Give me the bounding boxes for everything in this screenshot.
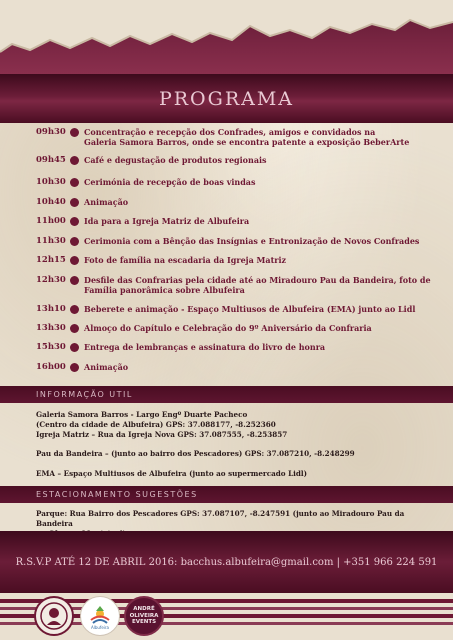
torn-paper-edge — [0, 0, 453, 74]
schedule-item — [36, 342, 444, 353]
bullet-dot-icon — [70, 363, 79, 372]
schedule-description — [84, 216, 444, 226]
description-line: Ida para a Igreja Matriz de Albufeira — [84, 216, 250, 226]
parking-line: Parque: Rua Bairro dos Pescadores GPS: 37.087107, -8.247591 (junto ao Miradouro Pau da Bandeira — [36, 509, 405, 528]
schedule-description — [84, 342, 444, 352]
ao-logo-line: EVENTS — [131, 619, 157, 626]
schedule-item — [36, 362, 444, 373]
schedule-description — [84, 275, 444, 295]
bullet-dot-icon — [70, 178, 79, 187]
description-line: Entrega de lembranças e assinatura do livro de honra — [84, 342, 326, 352]
bacchus-confraria-logo — [34, 596, 74, 636]
description-line: Desfile das Confrarias pela cidade até ao Miradouro Pau da Bandeira, foto de — [84, 275, 431, 285]
schedule-description — [84, 323, 444, 333]
description-line: Concentração e recepção dos Confrades, amigos e convidados na — [84, 127, 376, 137]
schedule-time: 09h45 — [36, 155, 66, 165]
description-line: Foto de família na escadaria da Igreja Matriz — [84, 255, 287, 265]
schedule-description — [84, 362, 444, 372]
bullet-dot-icon — [70, 256, 79, 265]
description-line: Cerimónia de recepção de boas vindas — [84, 177, 256, 187]
info-block-galeria — [36, 410, 436, 440]
bullet-dot-icon — [70, 343, 79, 352]
bullet-dot-icon — [70, 237, 79, 246]
albufeira-logo-text: Albufeira — [91, 625, 109, 630]
bullet-dot-icon — [70, 128, 79, 137]
bullet-dot-icon — [70, 276, 79, 285]
schedule-time: 12h15 — [36, 255, 66, 265]
schedule-item — [36, 255, 444, 266]
description-line: Família panorâmica sobre Albufeira — [84, 285, 245, 295]
schedule-description — [84, 197, 444, 207]
schedule-description — [84, 177, 444, 187]
ao-logo-line: ANDRÉ — [133, 606, 155, 613]
schedule-time: 13h10 — [36, 304, 66, 314]
bacchus-emblem-icon — [39, 601, 69, 631]
schedule-description — [84, 155, 444, 165]
description-line: Almoço do Capítulo e Celebração do 9º Aniversário da Confraria — [84, 323, 372, 333]
description-line: Beberete e animação - Espaço Multiusos de Albufeira (EMA) junto ao Lidl — [84, 304, 416, 314]
albufeira-municipality-logo — [80, 596, 120, 636]
description-line: Galeria Samora Barros, onde se encontra patente a exposição BeberArte — [84, 137, 410, 147]
info-line: Pau da Bandeira – (junto ao bairro dos Pescadores) GPS: 37.087210, -8.248299 — [36, 449, 355, 458]
info-line: EMA – Espaço Multiusos de Albufeira (junto ao supermercado Lidl) — [36, 469, 308, 478]
schedule-time: 10h30 — [36, 177, 66, 187]
info-block-ema — [36, 469, 436, 479]
info-block-pau-bandeira — [36, 449, 436, 459]
schedule-description — [84, 236, 444, 246]
schedule-item — [36, 216, 444, 227]
schedule-item — [36, 127, 444, 147]
schedule-description — [84, 255, 444, 265]
parking-heading: ESTACIONAMENTO SUGESTÕES — [36, 490, 198, 499]
schedule-item — [36, 323, 444, 334]
page-title: PROGRAMA — [158, 87, 295, 110]
schedule-description — [84, 127, 444, 147]
schedule-description — [84, 304, 444, 314]
description-line: Cerimonia com a Bênção das Insígnias e Entronização de Novos Confrades — [84, 236, 420, 246]
schedule-item — [36, 275, 444, 295]
description-line: Animação — [84, 362, 129, 372]
schedule-time: 15h30 — [36, 342, 66, 352]
schedule-item — [36, 155, 444, 166]
schedule-time: 10h40 — [36, 197, 66, 207]
top-banner — [0, 0, 453, 74]
schedule-item — [36, 177, 444, 188]
schedule-item — [36, 304, 444, 315]
info-heading: INFORMAÇÃO UTIL — [36, 390, 133, 399]
info-line: Igreja Matriz – Rua da Igreja Nova GPS: 37.087555, -8.253857 — [36, 430, 288, 439]
rsvp-text: R.S.V.P ATÉ 12 DE ABRIL 2016: bacchus.albufeira@gmail.com | +351 966 224 591 — [15, 556, 438, 568]
info-line: Galeria Samora Barros - Largo Engº Duarte Pacheco — [36, 410, 248, 419]
schedule-item — [36, 197, 444, 208]
albufeira-sun-icon — [87, 605, 113, 627]
info-section-header — [0, 386, 453, 403]
bullet-dot-icon — [70, 156, 79, 165]
schedule-time: 11h00 — [36, 216, 66, 226]
ao-logo-line: OLIVEIRA — [129, 612, 159, 619]
andre-oliveira-events-logo — [124, 596, 164, 636]
info-line: (Centro da cidade de Albufeira) GPS: 37.088177, -8.252360 — [36, 420, 276, 429]
bullet-dot-icon — [70, 324, 79, 333]
title-banner — [0, 74, 453, 123]
schedule-item — [36, 236, 444, 247]
schedule-time: 13h30 — [36, 323, 66, 333]
schedule-time: 16h00 — [36, 362, 66, 372]
schedule-time: 12h30 — [36, 275, 66, 285]
schedule-time: 09h30 — [36, 127, 66, 137]
description-line: Café e degustação de produtos regionais — [84, 155, 267, 165]
bullet-dot-icon — [70, 305, 79, 314]
rsvp-banner — [0, 531, 453, 593]
description-line: Animação — [84, 197, 129, 207]
bullet-dot-icon — [70, 198, 79, 207]
parking-section-header — [0, 486, 453, 503]
schedule-time: 11h30 — [36, 236, 66, 246]
ao-logo-text — [130, 606, 159, 626]
bullet-dot-icon — [70, 217, 79, 226]
